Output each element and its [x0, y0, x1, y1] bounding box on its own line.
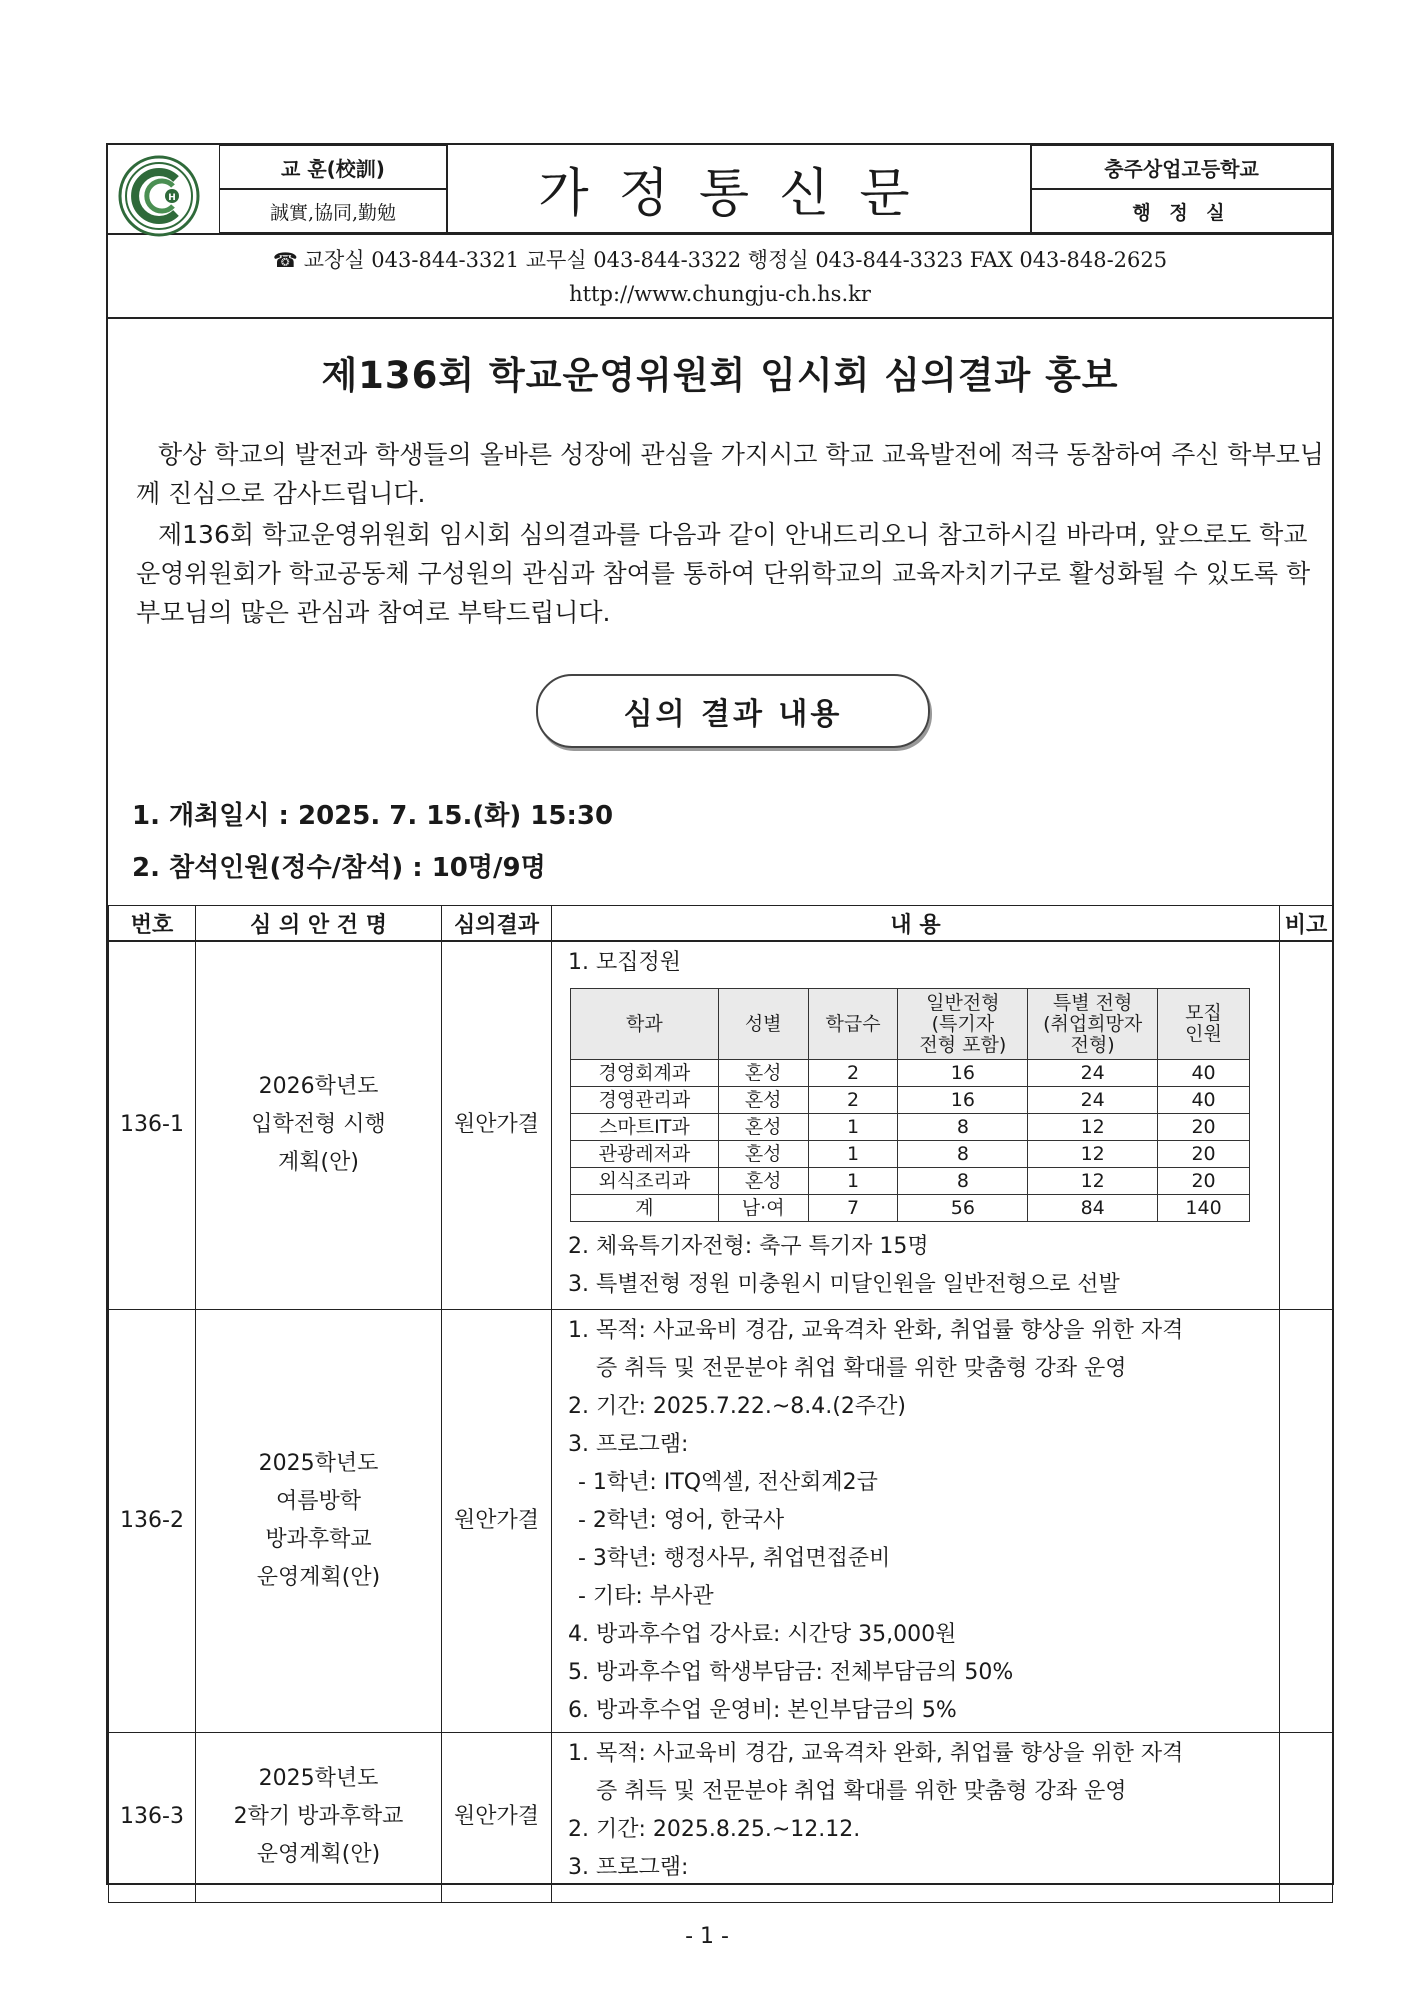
quota-header-gender: 성별: [718, 989, 808, 1060]
content-line: - 기타: 부사관: [578, 1583, 714, 1609]
quota-dept: 경영관리과: [571, 1087, 719, 1114]
quota-dept: 외식조리과: [571, 1168, 719, 1195]
content-line: - 2학년: 영어, 한국사: [578, 1507, 785, 1533]
header-content: 내 용: [552, 906, 1280, 942]
quota-dept: 관광레저과: [571, 1141, 719, 1168]
quota-row: [571, 1141, 1250, 1168]
quota-dept: 경영회계과: [571, 1060, 719, 1087]
agenda-content: [552, 941, 1280, 1309]
content-line: 3. 프로그램:: [568, 1854, 689, 1880]
notice-paragraph: 제136회 학교운영위원회 임시회 심의결과를 다음과 같이 안내드리오니 참고하시길 바라며, 앞으로도 학교운영위원회가 학교공동체 구성원의 관심과 참여를 통하여 단위학교의 교육자치기구로 활성화될 수 있도록 학부모님의 많은 관심과 참여로 부탁드립니다.: [136, 520, 1311, 627]
motto: 誠實,協同,勤勉: [219, 189, 447, 233]
quota-classes: 7: [808, 1195, 898, 1222]
agenda-result: 원안가결: [442, 941, 552, 1309]
quota-dept: 스마트IT과: [571, 1114, 719, 1141]
quota-special: 24: [1028, 1087, 1158, 1114]
header-text: 일반전형: [926, 991, 1000, 1014]
quota-header-special: [1028, 989, 1158, 1060]
content-line: 1. 목적: 사교육비 경감, 교육격차 완화, 취업률 향상을 위한 자격: [568, 1317, 1184, 1343]
quota-header-classes: 학급수: [808, 989, 898, 1060]
school-url[interactable]: http://www.chungju-ch.hs.kr: [569, 282, 871, 306]
content-line: 6. 방과후수업 운영비: 본인부담금의 5%: [568, 1697, 957, 1723]
quota-special: 12: [1028, 1168, 1158, 1195]
note-cell: [1280, 941, 1333, 1309]
quota-row: [571, 1087, 1250, 1114]
quota-general: 8: [898, 1168, 1028, 1195]
attendance-count: 2. 참석인원(정수/참석) : 10명/9명: [132, 853, 546, 883]
note-cell: [1280, 1309, 1333, 1732]
content-line: 2. 체육특기자전형: 축구 특기자 15명: [568, 1234, 929, 1259]
quota-total: 20: [1158, 1168, 1250, 1195]
quota-dept: 계: [571, 1195, 719, 1222]
header-text: (특기자: [931, 1012, 995, 1035]
quota-general: 8: [898, 1141, 1028, 1168]
intro-paragraph: 항상 학교의 발전과 학생들의 올바른 성장에 관심을 가지시고 학교 교육발전에 적극 동참하여 주신 학부모님께 진심으로 감사드립니다.: [136, 440, 1324, 508]
motto-label: 교 훈(校訓): [219, 145, 447, 189]
header-text: 전형): [1070, 1033, 1115, 1056]
letterhead: [108, 145, 1332, 235]
header-note: 비고: [1280, 906, 1333, 942]
agenda-title: [196, 941, 442, 1309]
meeting-datetime: 1. 개최일시 : 2025. 7. 15.(화) 15:30: [132, 801, 614, 831]
header-text: 특별 전형: [1052, 991, 1133, 1014]
table-header-row: [109, 906, 1333, 942]
quota-total: 140: [1158, 1195, 1250, 1222]
svg-text:H: H: [168, 193, 176, 203]
quota-header-dept: 학과: [571, 989, 719, 1060]
quota-gender: 혼성: [718, 1087, 808, 1114]
quota-general: 16: [898, 1087, 1028, 1114]
section-heading: 심의 결과 내용: [536, 674, 930, 748]
table-row: [109, 1309, 1333, 1732]
agenda-line: 입학전형 시행: [251, 1112, 386, 1138]
school-logo-icon: [118, 155, 200, 237]
content-line: 4. 방과후수업 강사료: 시간당 35,000원: [568, 1621, 957, 1647]
agenda-result: 원안가결: [442, 1309, 552, 1732]
quota-special: 84: [1028, 1195, 1158, 1222]
note-cell: [1280, 1732, 1333, 1902]
content-line: 5. 방과후수업 학생부담금: 전체부담금의 50%: [568, 1659, 1014, 1685]
content-line: 2. 기간: 2025.8.25.~12.12.: [568, 1816, 861, 1842]
agenda-line: 계획(안): [278, 1150, 359, 1176]
quota-classes: 1: [808, 1114, 898, 1141]
quota-classes: 2: [808, 1087, 898, 1114]
quota-total: 20: [1158, 1114, 1250, 1141]
quota-gender: 혼성: [718, 1114, 808, 1141]
agenda-line: 여름방학: [275, 1488, 361, 1514]
quota-row: [571, 1060, 1250, 1087]
quota-classes: 1: [808, 1141, 898, 1168]
quota-total: 40: [1158, 1087, 1250, 1114]
quota-header-row: [571, 989, 1250, 1060]
header-text: (취업희망자: [1043, 1012, 1143, 1035]
header-result: 심의결과: [442, 906, 552, 942]
agenda-result: 원안가결: [442, 1732, 552, 1902]
document-title: 제136회 학교운영위원회 임시회 심의결과 홍보: [321, 354, 1119, 397]
quota-body: [571, 1060, 1250, 1222]
header-text: 모집: [1185, 1002, 1222, 1024]
quota-special: 12: [1028, 1141, 1158, 1168]
agenda-line: 운영계획(안): [256, 1564, 381, 1590]
quota-row: [571, 1195, 1250, 1222]
agenda-line: 방과후학교: [265, 1526, 372, 1552]
quota-general: 16: [898, 1060, 1028, 1087]
agenda-line: 2학기 방과후학교: [233, 1804, 404, 1829]
agenda-line: 2025학년도: [258, 1450, 379, 1476]
quota-gender: 혼성: [718, 1141, 808, 1168]
phone-icon: ☎: [272, 248, 298, 272]
quota-classes: 1: [808, 1168, 898, 1195]
results-table: [108, 905, 1332, 1903]
quota-special: 24: [1028, 1060, 1158, 1087]
header-text: 인원: [1185, 1023, 1222, 1045]
quota-special: 12: [1028, 1114, 1158, 1141]
content-line: 증 취득 및 전문분야 취업 확대를 위한 맞춤형 강좌 운영: [596, 1355, 1127, 1381]
row-number: 136-1: [109, 941, 196, 1309]
content-line: - 1학년: ITQ엑셀, 전산회계2급: [578, 1469, 878, 1495]
quota-gender: 남·여: [718, 1195, 808, 1222]
quota-total: 20: [1158, 1141, 1250, 1168]
table-row: [109, 941, 1333, 1309]
quota-row: [571, 1114, 1250, 1141]
table-row: [109, 1732, 1333, 1902]
content-line: 1. 모집정원: [568, 950, 681, 975]
header-no: 번호: [109, 906, 196, 942]
quota-gender: 혼성: [718, 1060, 808, 1087]
row-number: 136-3: [109, 1732, 196, 1902]
agenda-line: 운영계획(안): [256, 1842, 381, 1867]
quota-table: [570, 988, 1250, 1222]
quota-general: 56: [898, 1195, 1028, 1222]
header-text: 전형 포함): [919, 1033, 1007, 1056]
school-name: 충주상업고등학교: [1031, 145, 1332, 189]
content-line: 2. 기간: 2025.7.22.~8.4.(2주간): [568, 1393, 906, 1419]
quota-header-general: [898, 989, 1028, 1060]
content-line: 1. 목적: 사교육비 경감, 교육격차 완화, 취업률 향상을 위한 자격: [568, 1740, 1184, 1766]
quota-total: 40: [1158, 1060, 1250, 1087]
quota-row: [571, 1168, 1250, 1195]
quota-classes: 2: [808, 1060, 898, 1087]
quota-header-total: [1158, 989, 1250, 1060]
contact-info: [108, 235, 1332, 319]
quota-general: 8: [898, 1114, 1028, 1141]
phone-numbers: 교장실 043-844-3321 교무실 043-844-3322 행정실 043-844-3323 FAX 043-848-2625: [303, 248, 1168, 272]
content-line: - 3학년: 행정사무, 취업면접준비: [578, 1545, 891, 1571]
agenda-line: 2026학년도: [258, 1074, 379, 1100]
department: 행 정 실: [1031, 189, 1332, 233]
letter-title: 가정통신문: [447, 145, 1031, 233]
agenda-content: [552, 1309, 1280, 1732]
agenda-title: [196, 1732, 442, 1902]
agenda-content: [552, 1732, 1280, 1902]
agenda-title: [196, 1309, 442, 1732]
content-line: 3. 프로그램:: [568, 1431, 689, 1457]
page-number: - 1 -: [685, 1924, 729, 1949]
content-line: 3. 특별전형 정원 미충원시 미달인원을 일반전형으로 선발: [568, 1272, 1120, 1297]
quota-gender: 혼성: [718, 1168, 808, 1195]
document-frame: [106, 143, 1334, 1885]
agenda-line: 2025학년도: [258, 1766, 379, 1791]
header-item: 심 의 안 건 명: [196, 906, 442, 942]
row-number: 136-2: [109, 1309, 196, 1732]
content-line: 증 취득 및 전문분야 취업 확대를 위한 맞춤형 강좌 운영: [596, 1778, 1127, 1804]
